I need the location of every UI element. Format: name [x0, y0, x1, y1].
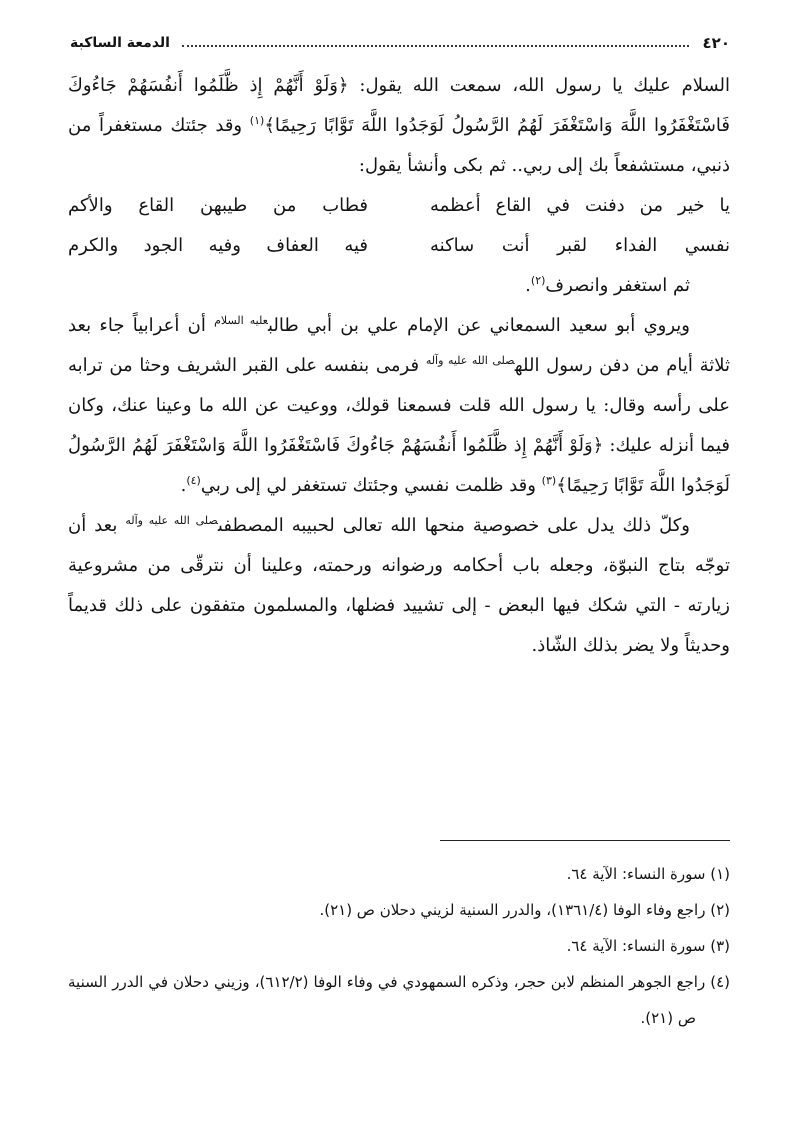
- header-dotted-leader: [182, 39, 689, 47]
- poem: [68, 186, 730, 266]
- paragraph-1: [68, 66, 730, 186]
- footnote-2: (٢) راجع وفاء الوفا (١٣٦١/٤)، والدرر السنية لزيني دحلان ص (٢١).: [319, 901, 730, 919]
- footnote-ref-1[interactable]: (١): [249, 114, 265, 127]
- honorific-salawat-2: صلى الله عليه وآله: [125, 514, 218, 527]
- poem-close-text: ثم استغفر وانصرف: [545, 275, 690, 296]
- page-number: ٤٢٠: [702, 34, 730, 52]
- poem-line-1-first-hemistich: يا خير من دفنت في القاع أعظمه: [430, 195, 730, 216]
- paragraph-2-part-3: فرمى بنفسه على القبر الشريف وحثا من ترابه على رأسه وقال: يا رسول الله قلت فسمعنا قولك، ووعيت عن الله ما وعينا عنك، وكان فيما أنزله عليك:: [68, 355, 730, 456]
- footnotes: [68, 856, 730, 1036]
- running-header: [70, 30, 730, 56]
- footnote-separator: [440, 840, 730, 841]
- quran-verse-1: ﴿وَلَوْ أَنَّهُمْ إِذ ظَّلَمُوا أَنفُسَهُمْ جَاءُوكَ فَاسْتَغْفَرُوا اللَّهَ وَاسْتَغْفَرَ لَهُمُ الرَّسُولُ لَوَجَدُوا اللَّهَ تَوَّابًا رَحِيمًا﴾: [68, 75, 730, 136]
- poem-close: [68, 266, 730, 306]
- paragraph-3: [68, 506, 730, 666]
- footnote-1: (١) سورة النساء: الآية ٦٤.: [566, 865, 730, 883]
- poem-line-1-second-hemistich: فطاب من طيبهن القاع والأكم: [68, 195, 368, 216]
- footnote-4: (٤) راجع الجوهر المنظم لابن حجر، وذكره السمهودي في وفاء الوفا (٦١٢/٢)، وزيني دحلان في الدرر السنية ص (٢١).: [68, 973, 730, 1027]
- paragraph-1-after: وقد جئتك مستغفراً من ذنبي، مستشفعاً بك إلى ربي.. ثم بكى وأنشأ يقول:: [68, 115, 730, 176]
- footnote-ref-3[interactable]: (٣): [541, 474, 557, 487]
- paragraph-2: [68, 306, 730, 506]
- main-text: [68, 66, 730, 666]
- paragraph-3-part-2: بعد أن توجّه بتاج النبوّة، وجعله باب أحكامه ورضوانه ورحمته، وعلينا أن نترقّى من مشروعية زيارته - التي شكك فيها البعض - إلى تشييد فضلها، والمسلمون متفقون على ذلك قديماً وحديثاً ولا يضر بذلك الشّاذ.: [68, 515, 730, 656]
- poem-line-1: [68, 186, 730, 226]
- poem-line-2: [68, 226, 730, 266]
- footnote-ref-4[interactable]: (٤): [186, 474, 201, 487]
- paragraph-2-part-1: ويروي أبو سعيد السمعاني عن الإمام علي بن أبي طالب: [267, 315, 690, 336]
- paragraph-2-end: .: [180, 475, 187, 496]
- paragraph-1-intro: السلام عليك يا رسول الله، سمعت الله يقول:: [348, 75, 730, 96]
- quran-verse-2: ﴿وَلَوْ أَنَّهُمْ إِذ ظَّلَمُوا أَنفُسَهُمْ جَاءُوكَ فَاسْتَغْفَرُوا اللَّهَ وَاسْتَغْفَرَ لَهُمُ الرَّسُولُ لَوَجَدُوا اللَّهَ تَوَّابًا رَحِيمًا﴾: [68, 435, 730, 496]
- honorific-alayhi-salam: عليه السلام: [214, 314, 268, 327]
- footnote-ref-2[interactable]: (٢): [530, 274, 546, 287]
- honorific-salawat-1: صلى الله عليه وآله: [425, 354, 515, 367]
- book-title: الدمعة الساكبة: [70, 35, 170, 51]
- paragraph-2-part-4: وقد ظلمت نفسي وجئتك تستغفر لي إلى ربي: [200, 475, 542, 496]
- paragraph-2-part-2: أن أعرابياً جاء بعد ثلاثة أيام من دفن رسول الله: [68, 315, 731, 376]
- poem-close-end: .: [525, 275, 531, 296]
- footnote-3: (٣) سورة النساء: الآية ٦٤.: [566, 937, 730, 955]
- poem-line-2-second-hemistich: فيه العفاف وفيه الجود والكرم: [68, 235, 368, 256]
- poem-line-2-first-hemistich: نفسي الفداء لقبر أنت ساكنه: [430, 235, 730, 256]
- paragraph-3-part-1: وكلّ ذلك يدل على خصوصية منحها الله تعالى لحبيبه المصطفى: [217, 515, 690, 536]
